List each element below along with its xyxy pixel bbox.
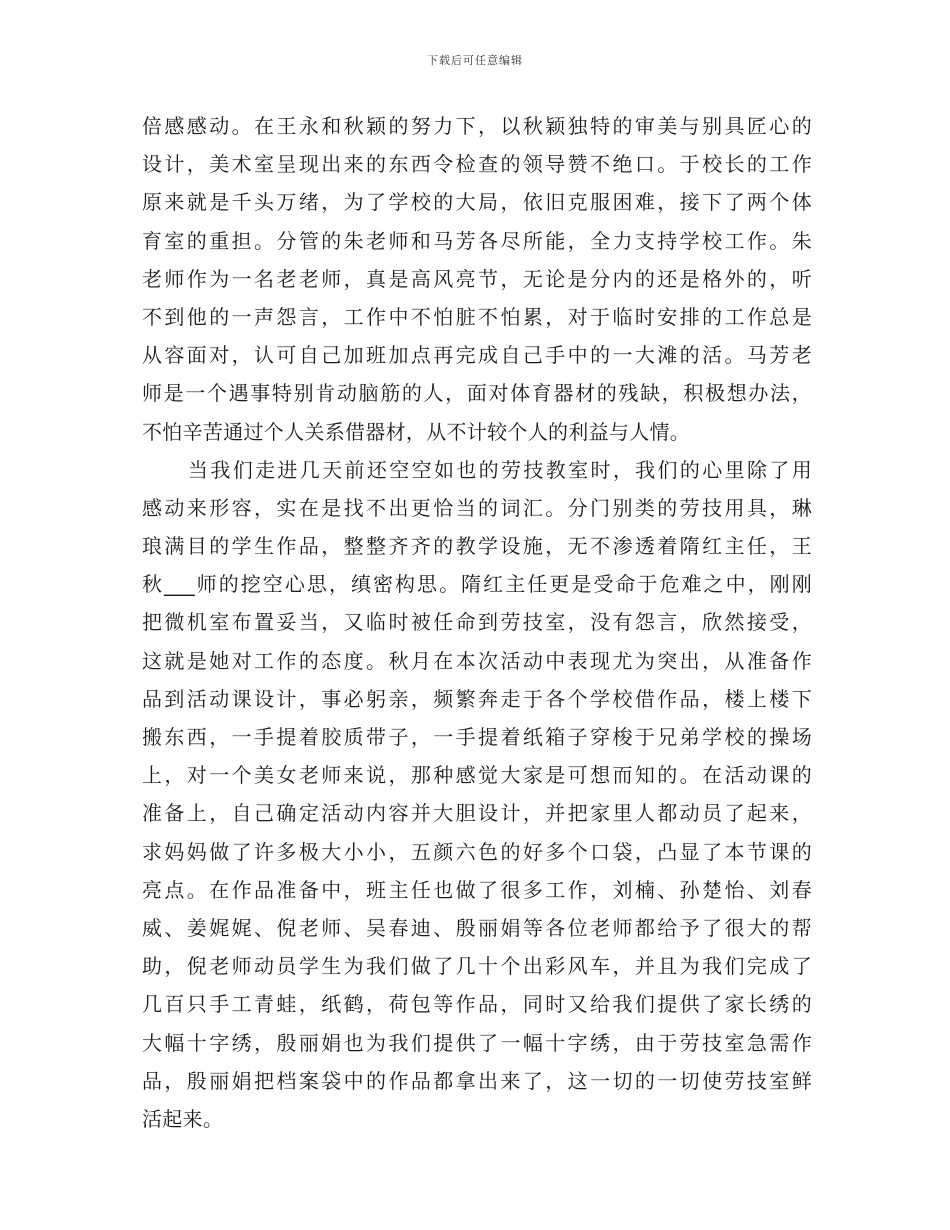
text-line: 这就是她对工作的态度。秋月在本次活动中表现尤为突出，从准备作 — [142, 648, 812, 673]
text-line: 不到他的一声怨言，工作中不怕脏不怕累，对于临时安排的工作总是 — [142, 304, 812, 329]
document-body — [142, 107, 812, 1138]
text-line: 秋___师的挖空心思，缜密构思。隋红主任更是受命于危难之中，刚刚 — [142, 572, 812, 597]
paragraph-1 — [142, 107, 812, 451]
text-line: 大幅十字绣，殷丽娟也为我们提供了一幅十字绣，由于劳技室急需作 — [142, 1030, 812, 1055]
text-line: 品，殷丽娟把档案袋中的作品都拿出来了，这一切的一切使劳技室鲜 — [142, 1068, 812, 1093]
text-line: 当我们走进几天前还空空如也的劳技教室时，我们的心里除了用 — [188, 457, 812, 482]
text-line: 活起来。 — [142, 1106, 224, 1131]
text-line: 把微机室布置妥当，又临时被任命到劳技室，没有怨言，欣然接受， — [142, 610, 812, 635]
text-line: 琅满目的学生作品，整整齐齐的教学设施，无不渗透着隋红主任，王 — [142, 534, 812, 559]
text-line: 威、姜娓娓、倪老师、吴春迪、殷丽娟等各位老师都给予了很大的帮 — [142, 915, 812, 940]
page-header: 下载后可任意编辑 — [427, 54, 523, 67]
text-line: 从容面对，认可自己加班加点再完成自己手中的一大滩的活。马芳老 — [142, 343, 812, 368]
text-line: 设计，美术室呈现出来的东西令检查的领导赞不绝口。于校长的工作 — [142, 152, 812, 177]
paragraph-2 — [142, 451, 812, 1138]
text-line: 师是一个遇事特别肯动脑筋的人，面对体育器材的残缺，积极想办法， — [142, 381, 812, 406]
text-line: 老师作为一名老老师，真是高风亮节，无论是分内的还是格外的，听 — [142, 266, 812, 291]
text-line: 上，对一个美女老师来说，那种感觉大家是可想而知的。在活动课的 — [142, 763, 812, 788]
text-line: 原来就是千头万绪，为了学校的大局，依旧克服困难，接下了两个体 — [142, 190, 812, 215]
text-line: 感动来形容，实在是找不出更恰当的词汇。分门别类的劳技用具，琳 — [142, 495, 812, 520]
text-line: 几百只手工青蛙，纸鹤，荷包等作品，同时又给我们提供了家长绣的 — [142, 992, 812, 1017]
text-line: 搬东西，一手提着胶质带子，一手提着纸箱子穿梭于兄弟学校的操场 — [142, 725, 812, 749]
text-line: 育室的重担。分管的朱老师和马芳各尽所能，全力支持学校工作。朱 — [142, 228, 812, 253]
text-line: 求妈妈做了许多极大小小，五颜六色的好多个口袋，凸显了本节课的 — [142, 839, 812, 864]
text-line: 助，倪老师动员学生为我们做了几十个出彩风车，并且为我们完成了 — [142, 954, 812, 979]
text-line: 准备上，自己确定活动内容并大胆设计，并把家里人都动员了起来， — [142, 801, 812, 826]
text-line: 品到活动课设计，事必躬亲，频繁奔走于各个学校借作品，楼上楼下 — [142, 686, 812, 711]
text-line: 倍感感动。在王永和秋颖的努力下，以秋颖独特的审美与别具匠心的 — [142, 114, 812, 138]
text-line: 亮点。在作品准备中，班主任也做了很多工作，刘楠、孙楚怡、刘春 — [142, 877, 812, 902]
text-line: 不怕辛苦通过个人关系借器材，从不计较个人的利益与人情。 — [142, 419, 691, 444]
